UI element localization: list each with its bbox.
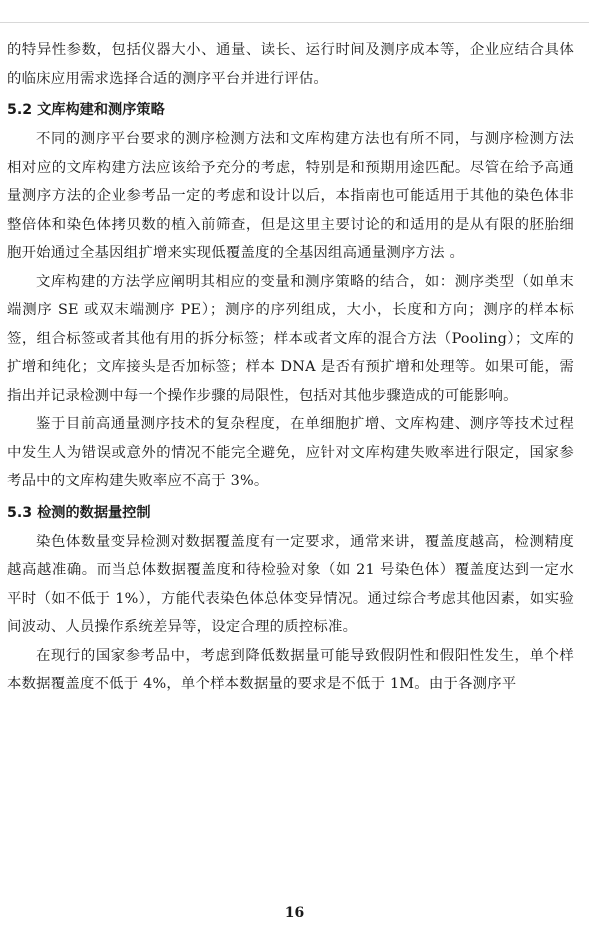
section-heading-library-construction: 5.2 文库构建和测序策略	[7, 102, 165, 118]
paragraph-reference-standard: 在现行的国家参考品中，考虑到降低数据量可能导致假阴性和假阳性发生，单个样本数据覆盖度不低于 4%，单个样本数据量的要求是不低于 1M。由于各测序平	[7, 647, 574, 692]
paragraph-sequencing-platforms: 不同的测序平台要求的测序检测方法和文库构建方法也有所不同，与测序检测方法相对应的文库构建方法应该给予充分的考虑，特别是和预期用途匹配。尽管在给予高通量测序方法的企业参考品一定的考虑和设计以后，本指南也可能适用于其他的染色体非整倍体和染色体拷贝数的植入前筛查，但是这里主要讨论的和适用的是从有限的胚胎细胞开始通过全基因组扩增来实现低覆盖度的全基因组高通量测序方法 。	[7, 131, 574, 261]
paragraph-failure-rate: 鉴于目前高通量测序技术的复杂程度，在单细胞扩增、文库构建、测序等技术过程中发生人为错误或意外的情况不能完全避免，应针对文库构建失败率进行限定，国家参考品中的文库构建失败率应不高于 3%。	[7, 416, 574, 489]
paragraph-continuation: 的特异性参数，包括仪器大小、通量、读长、运行时间及测序成本等，企业应结合具体的临床应用需求选择合适的测序平台并进行评估。	[7, 42, 574, 87]
paragraph-library-methodology: 文库构建的方法学应阐明其相应的变量和测序策略的结合，如：测序类型（如单末端测序 SE 或双末端测序 PE）；测序的序列组成，大小，长度和方向；测序的样本标签，组合标签或者其他有用的拆分标签；样本或者文库的混合方法（Pooling）；文库的扩增和纯化；文库接头是否加标签；样本 DNA 是否有预扩增和处理等。如果可能，需指出并记录检测中每一个操作步骤的局限性，包括对其他步骤造成的可能影响。	[7, 273, 574, 404]
paragraph-coverage: 染色体数量变异检测对数据覆盖度有一定要求，通常来讲，覆盖度越高，检测精度越高越准确。而当总体数据覆盖度和待检验对象（如 21 号染色体）覆盖度达到一定水平时（如不低于 1%），方能代表染色体总体变异情况。通过综合考虑其他因素，如实验间波动、人员操作系统差异等，设定合理的质控标准。	[7, 533, 574, 635]
section-heading-data-volume: 5.3 检测的数据量控制	[7, 504, 151, 521]
document-body	[7, 36, 574, 699]
page-number: 16	[284, 905, 305, 921]
page-top-edge	[0, 0, 589, 23]
